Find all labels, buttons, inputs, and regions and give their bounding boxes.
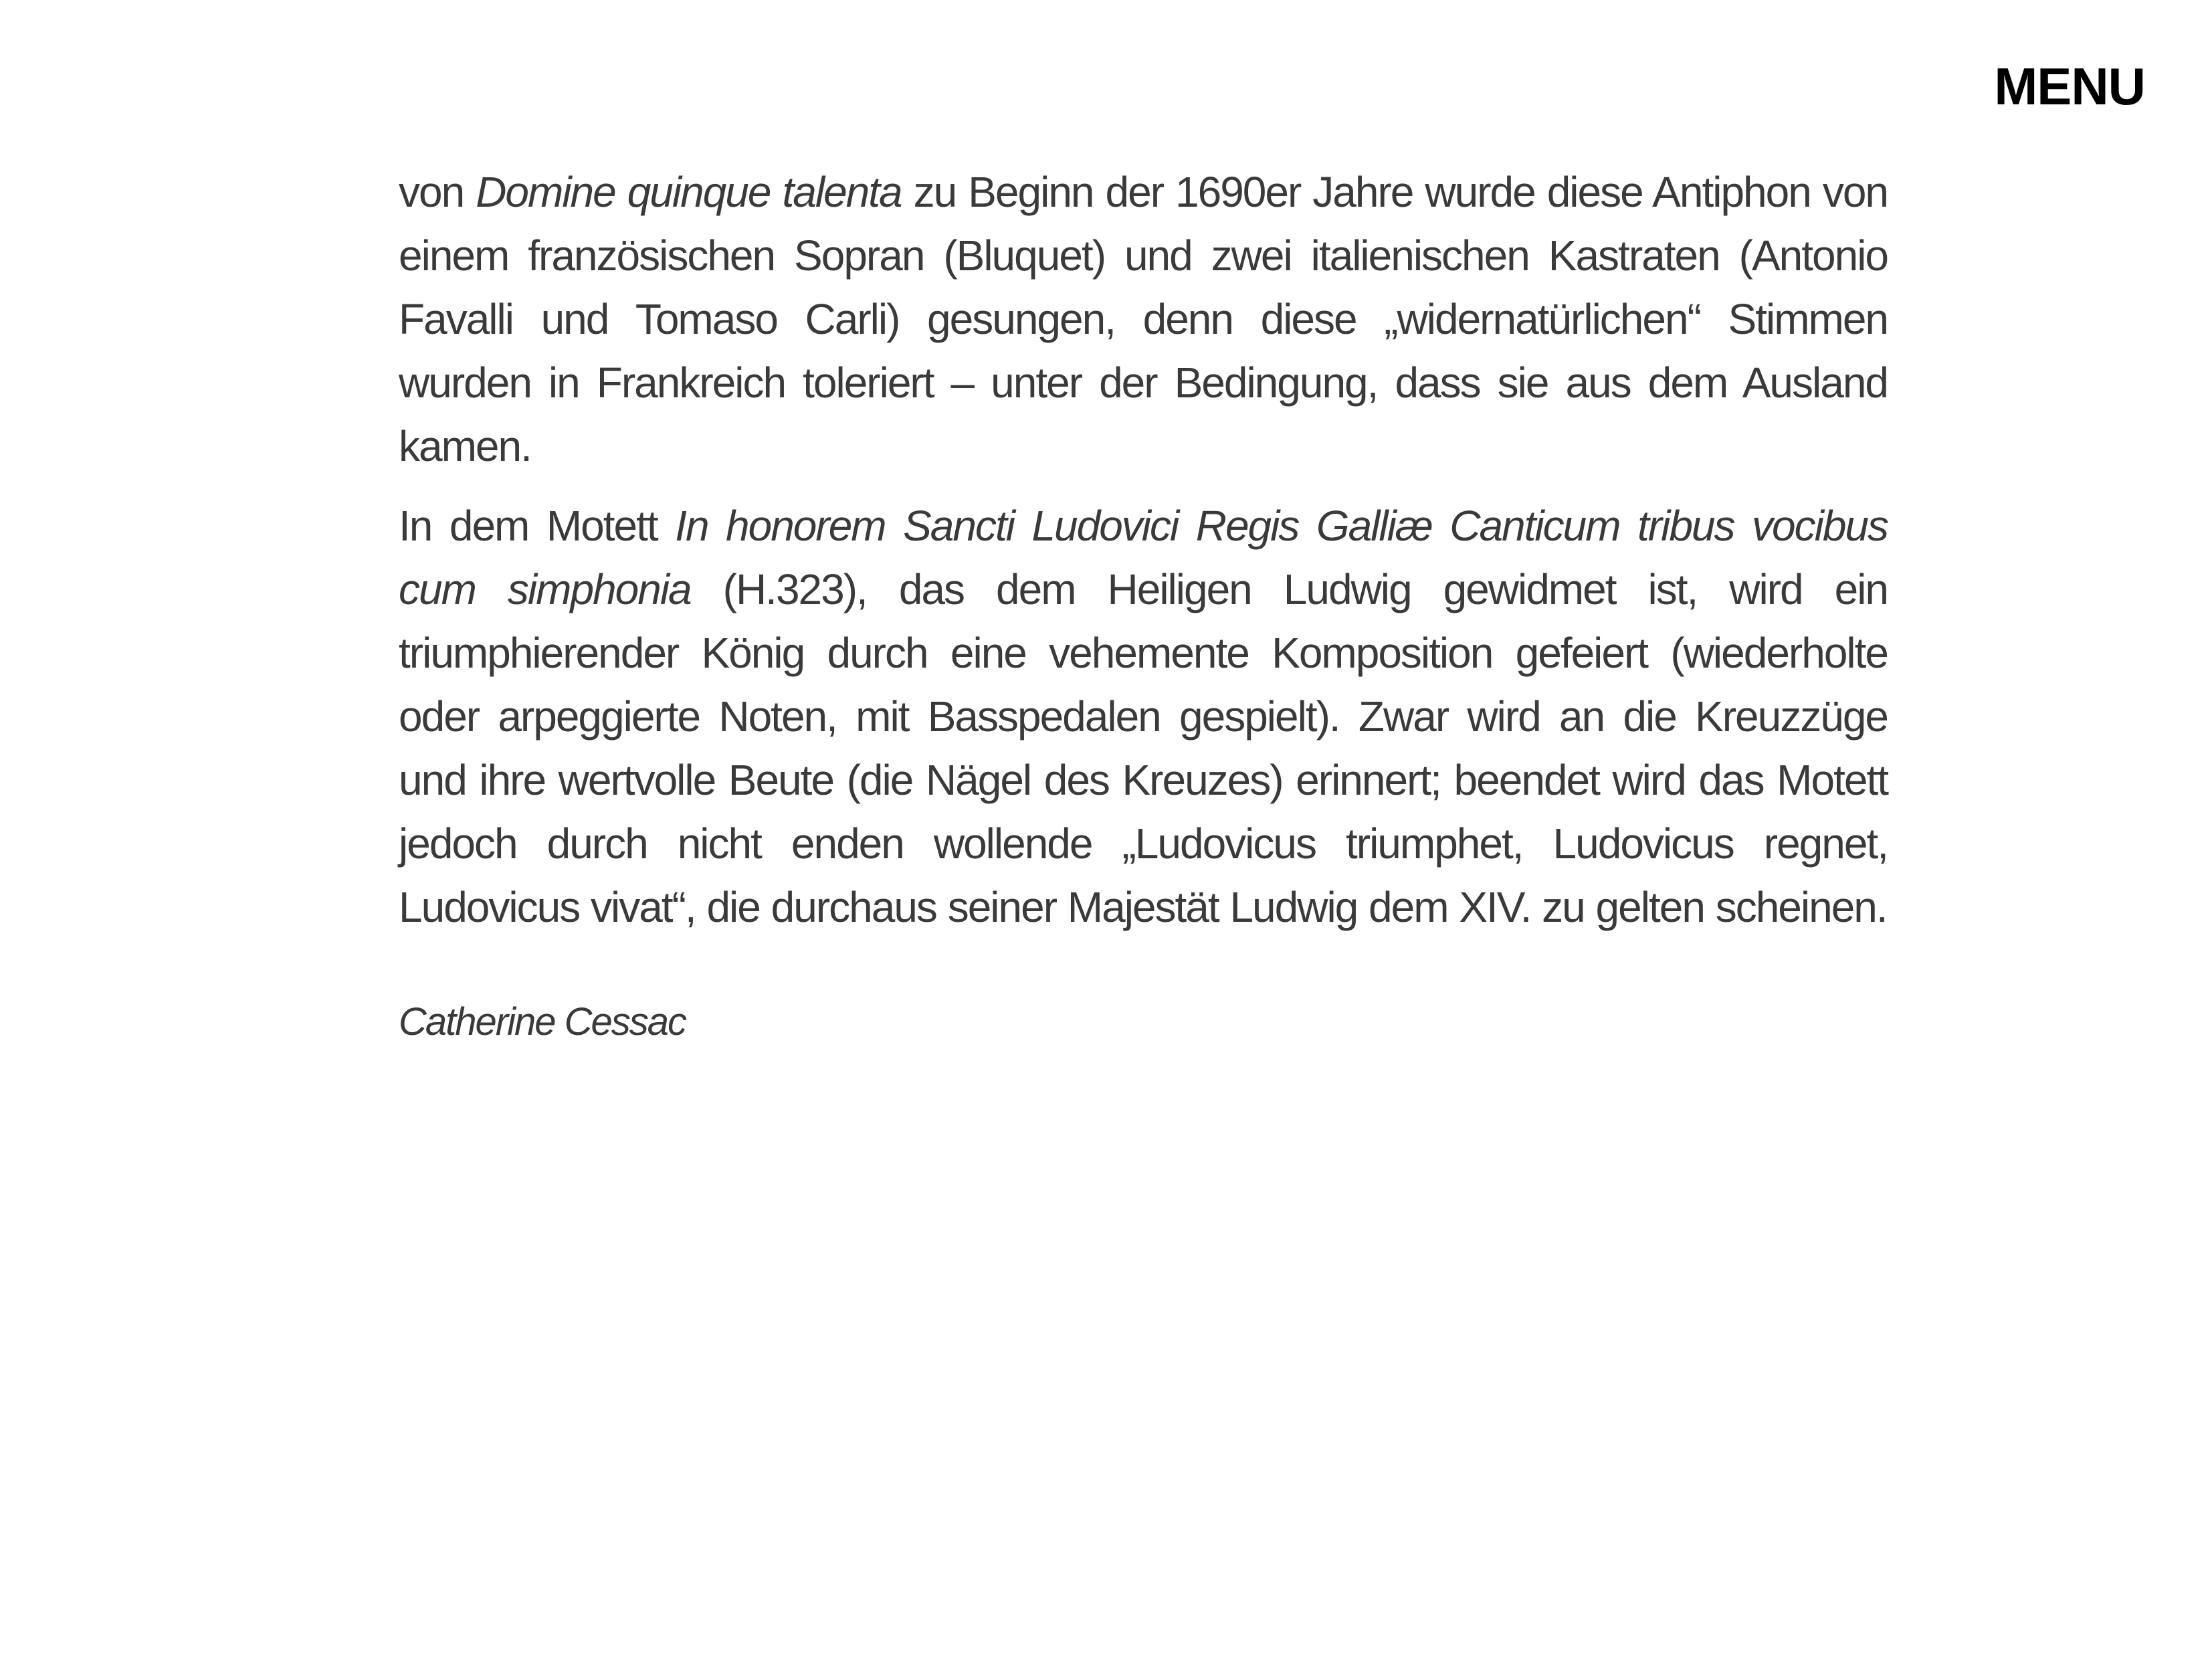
author-signature: Catherine Cessac: [399, 1000, 686, 1044]
work-title-in-honorem: In honorem Sancti Ludovici Regis Galliæ Canticum tribus vocibus cum simphonia: [399, 502, 1888, 613]
paragraph-1-text-start: von: [399, 168, 476, 216]
paragraph-2-text-rest: (H.323), das dem Heiligen Ludwig gewidmet ist, wird ein triumphierender König durch eine vehemente Komposition gefeiert (wiederholte oder arpeggierte Noten, mit Basspedalen gespielt). Zwar wird an die Kreuzzüge und ihre wertvolle Beute (die Nägel des Kreuzes) erinnert; beendet wird das Motett jedoch durch nicht enden wollende „Ludovicus triumphet, Ludovicus regnet, Ludovicus vivat“, die durchaus seiner Majestät Ludwig dem XIV. zu gelten scheinen.: [399, 565, 1888, 931]
menu-button[interactable]: MENU: [1994, 57, 2145, 116]
paragraph-2-text-start: In dem Motett: [399, 502, 676, 550]
article-body: [399, 161, 1888, 1044]
paragraph-1-text-rest: zu Beginn der 1690er Jahre wurde diese Antiphon von einem französischen Sopran (Bluquet) und zwei italienischen Kastraten (Antonio Favalli und Tomaso Carli) gesungen, denn diese „widernatürlichen“ Stimmen wurden in Frankreich toleriert – unter der Bedingung, dass sie aus dem Ausland kamen.: [399, 168, 1888, 470]
paragraph-1: [399, 161, 1888, 478]
work-title-domine-quinque-talenta: Domine quinque talenta: [476, 168, 902, 216]
paragraph-2: [399, 494, 1888, 939]
